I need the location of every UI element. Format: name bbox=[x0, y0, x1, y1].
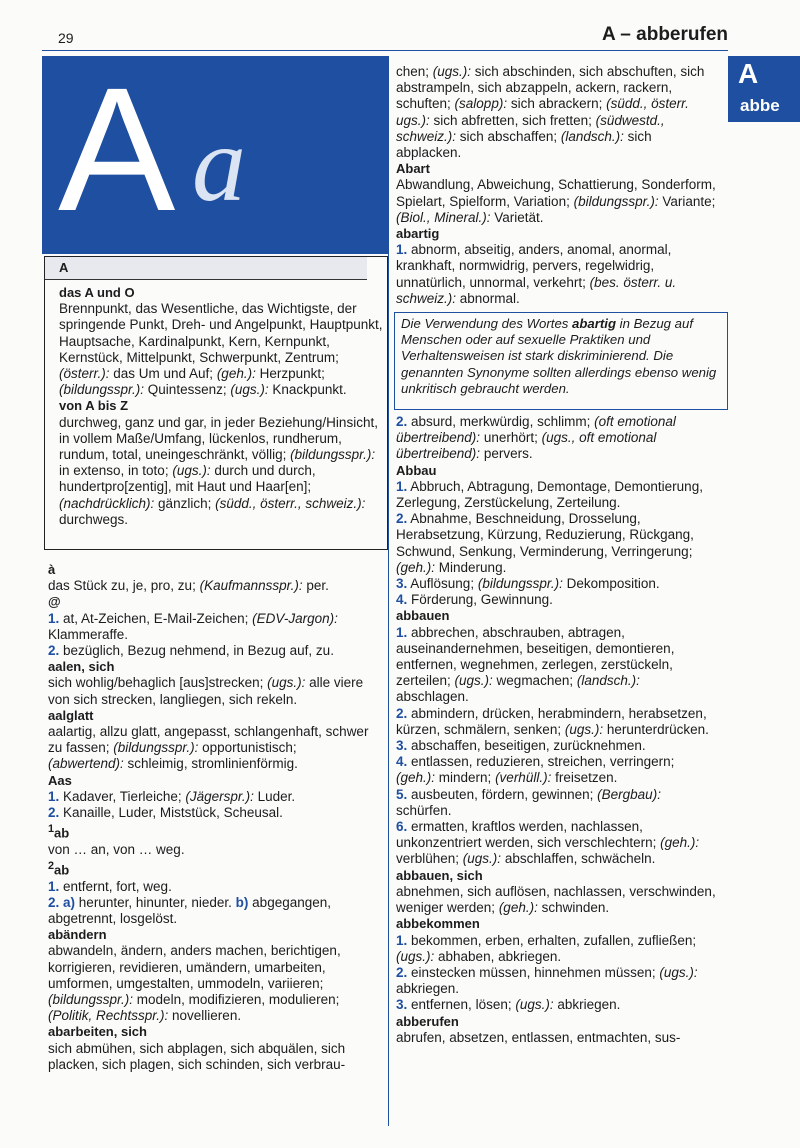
running-head: A – abberufen bbox=[602, 24, 728, 45]
entry-definition: 1. entfernt, fort, weg. 2. a) herunter, hinunter, nieder. b) abgegangen, abgetrennt, losgelöst. bbox=[48, 878, 332, 926]
right-column-entries-bottom bbox=[396, 414, 716, 1046]
entry-headword: abbauen, sich bbox=[396, 867, 483, 883]
entry-headword: abbekommen bbox=[396, 916, 480, 932]
phrase-box-heading-label: A bbox=[59, 260, 69, 275]
entry-definition: das Stück zu, je, pro, zu; (Kaufmannsspr.): per. bbox=[48, 578, 329, 594]
left-column-entries bbox=[48, 562, 374, 1073]
entry-definition: abrufen, absetzen, entlassen, entmachten, sus- bbox=[396, 1029, 681, 1045]
page-number: 29 bbox=[58, 30, 74, 46]
entry-definition: abwandeln, ändern, anders machen, berichtigen, korrigieren, revidieren, umändern, umarbeiten, umformen, umgestalten, ummodeln, variieren; (bildungsspr.): modeln, modifizieren, modulieren; (Politik, Rechtsspr.): novellieren. bbox=[48, 943, 341, 1024]
thumb-tab-abbreviation: abbe bbox=[740, 96, 780, 115]
entry-definition: 1. Kadaver, Tierleiche; (Jägerspr.): Luder. 2. Kanaille, Luder, Miststück, Scheusal. bbox=[48, 788, 296, 821]
entry-definition: 1. abnorm, abseitig, anders, anomal, anormal, krankhaft, normwidrig, pervers, regelwidrig, unnatürlich, unnormal, verkehrt; (bes. österr. u. schweiz.): abnormal. bbox=[396, 242, 677, 306]
entry-definition: 2. absurd, merkwürdig, schlimm; (oft emotional übertreibend): unerhört; (ugs., oft emotional übertreibend): pervers. bbox=[396, 414, 676, 462]
hero-lowercase-letter: a bbox=[192, 105, 246, 224]
usage-note-text: Die Verwendung des Wortes abartig in Bezug auf Menschen oder auf sexuelle Praktiken und Verhaltensweisen ist stark diskriminierend. Die genannten Synonyme sollten allerdings ebenso wenig unkritisch gebraucht werden. bbox=[401, 316, 717, 396]
usage-note-box bbox=[394, 312, 728, 410]
phrase-box-entries bbox=[59, 285, 383, 528]
letter-hero-banner bbox=[42, 52, 388, 254]
entry-headword: @ bbox=[48, 594, 61, 610]
right-column-entries-top bbox=[396, 64, 716, 307]
entry-headword: abarbeiten, sich bbox=[48, 1024, 147, 1040]
entry-definition: durchweg, ganz und gar, in jeder Beziehung/Hinsicht, in vollem Maße/Umfang, lückenlos, rundherum, rundum, total, uneingeschränkt, völlig; (bildungsspr.): in extenso, in toto; (ugs.): durch und durch, hundertpro[zentig], mit Haut und Haar[en]; (nachdrücklich): gänzlich; (südd., österr., schweiz.): durchwegs. bbox=[59, 414, 378, 527]
phrase-box-heading bbox=[45, 257, 367, 280]
entry-headword: $^1$ab bbox=[48, 823, 70, 841]
entry-headword: abberufen bbox=[396, 1013, 459, 1029]
thumb-index-tab bbox=[728, 56, 800, 122]
entry-definition: chen; (ugs.): sich abschinden, sich abschuften, sich abstrampeln, sich abzappeln, ackern, rackern, schuften; (salopp): sich abrackern; (südd., österr. ugs.): sich abfretten, sich fretten; (südwestd., schweiz.): sich abschaffen; (landsch.): sich abplacken. bbox=[396, 64, 705, 161]
entry-definition: aalartig, allzu glatt, angepasst, schlangenhaft, schwer zu fassen; (bildungsspr.): opportunistisch; (abwertend): schleimig, stromlinienförmig. bbox=[48, 724, 369, 772]
entry-definition: sich wohlig/behaglich [aus]strecken; (ugs.): alle viere von sich strecken, langliegen, sich rekeln. bbox=[48, 675, 364, 707]
entry-headword: Aas bbox=[48, 772, 72, 788]
thumb-tab-letter: A bbox=[738, 58, 759, 89]
entry-headword: $^2$ab bbox=[48, 859, 70, 878]
entry-headword: abbauen bbox=[396, 608, 450, 624]
entry-headword: das A und O bbox=[59, 285, 135, 300]
entry-headword: à bbox=[48, 562, 56, 577]
entry-definition: 1. Abbruch, Abtragung, Demontage, Demontierung, Zerlegung, Zerstückelung, Zerteilung. 2. Abnahme, Beschneidung, Drosselung, Herabsetzung, Kürzung, Reduzierung, Rückgang, Schwund, Senkung, Verminderung, Verringerung; (geh.): Minderung. 3. Auflösung; (bildungsspr.): Dekomposition. 4. Förderung, Gewinnung. bbox=[396, 478, 703, 608]
entry-headword: abändern bbox=[48, 927, 107, 943]
entry-definition: 1. bekommen, erben, erhalten, zufallen, zufließen; (ugs.): abhaben, abkriegen. 2. einstecken müssen, hinnehmen müssen; (ugs.): abkriegen. 3. entfernen, lösen; (ugs.): abkriegen. bbox=[396, 932, 698, 1013]
letter-a-phrase-box bbox=[44, 256, 388, 550]
entry-definition: 1. at, At-Zeichen, E-Mail-Zeichen; (EDV-Jargon): Klammeraffe. 2. bezüglich, Bezug nehmend, in Bezug auf, zu. bbox=[48, 610, 338, 659]
entry-definition: Brennpunkt, das Wesentliche, das Wichtigste, der springende Punkt, Dreh- und Angelpunkt, Hauptpunkt, Hauptsache, Kardinalpunkt, Kern, Kernpunkt, Kernstück, Mittelpunkt, Schwerpunkt, Zentrum; (österr.): das Um und Auf; (geh.): Herzpunkt; (bildungsspr.): Quintessenz; (ugs.): Knackpunkt. bbox=[59, 301, 383, 398]
column-divider bbox=[388, 56, 389, 1126]
entry-headword: abartig bbox=[396, 226, 440, 242]
entry-headword: aalglatt bbox=[48, 707, 94, 723]
entry-headword: aalen, sich bbox=[48, 659, 115, 675]
entry-headword: Abart bbox=[396, 161, 430, 177]
entry-definition: von … an, von … weg. bbox=[48, 841, 185, 857]
entry-definition: 1. abbrechen, abschrauben, abtragen, auseinandernehmen, beseitigen, demontieren, entfernen, wegnehmen, zerlegen, zerstückeln, zerteilen; (ugs.): wegmachen; (landsch.): abschlagen. 2. abmindern, drücken, herabmindern, herabsetzen, kürzen, schmälern, senken; (ugs.): herunterdrücken. 3. abschaffen, beseitigen, zurücknehmen. 4. entlassen, reduzieren, streichen, verringern; (geh.): mindern; (verhüll.): freisetzen. 5. ausbeuten, fördern, gewinnen; (Bergbau): schürfen. 6. ermatten, kraftlos werden, nachlassen, unkonzentriert werden, sich verschlechtern; (geh.): verblühen; (ugs.): abschlaffen, schwächeln. bbox=[396, 624, 709, 867]
hero-uppercase-letter: A bbox=[58, 52, 176, 248]
entry-definition: sich abmühen, sich abplagen, sich abquälen, sich placken, sich plagen, sich schinden, sich verbrau- bbox=[48, 1040, 346, 1072]
entry-definition: abnehmen, sich auflösen, nachlassen, verschwinden, weniger werden; (geh.): schwinden. bbox=[396, 883, 716, 916]
entry-headword: Abbau bbox=[396, 462, 437, 478]
entry-headword: von A bis Z bbox=[59, 398, 129, 414]
entry-definition: Abwandlung, Abweichung, Schattierung, Sonderform, Spielart, Spielform, Variation; (bildungsspr.): Variante; (Biol., Mineral.): Varietät. bbox=[396, 177, 716, 225]
